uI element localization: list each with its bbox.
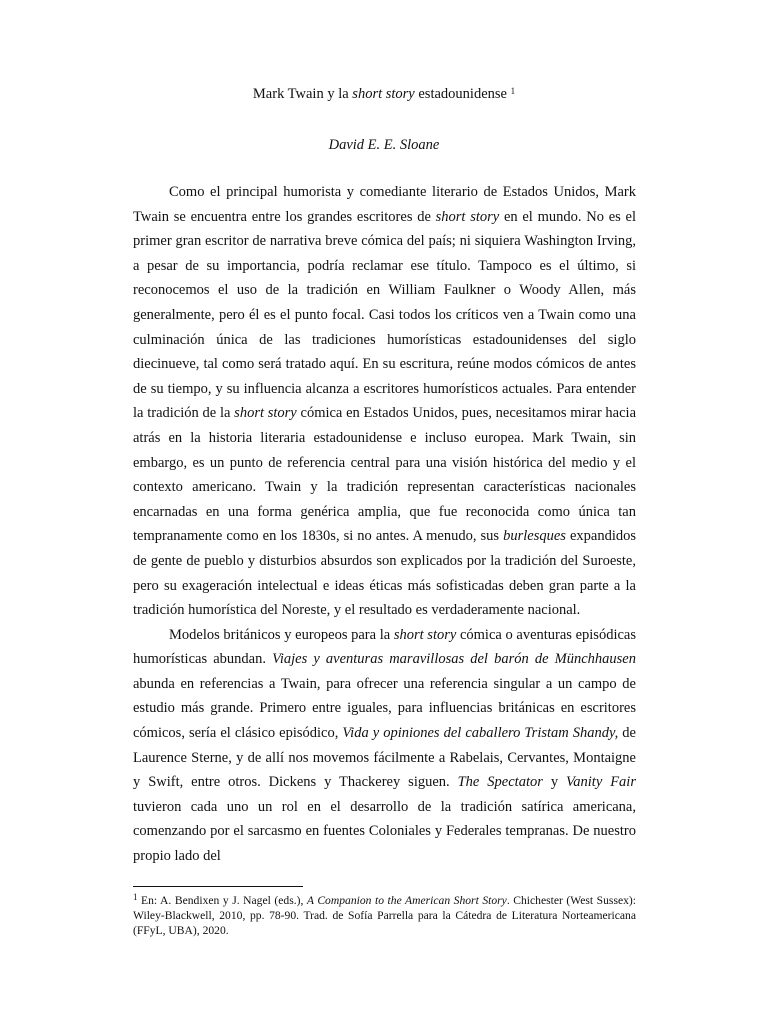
footnote-italic-title: A Companion to the American Short Story — [306, 894, 507, 907]
text-segment: cómica o aventuras episódicas humorísticas abundan. — [133, 626, 636, 668]
italic-segment: short story — [435, 208, 500, 225]
text-segment: y — [542, 774, 567, 791]
italic-segment: Vanity Fair — [566, 774, 636, 791]
article-title — [0, 85, 768, 103]
text-segment: tuvieron cada uno un rol en el desarrollo de la tradición satírica americana, comenzando por el sarcasmo en fuentes Coloniales y Federales tempranas. De nuestro propio lado del — [133, 798, 636, 865]
title-text-italic: short story — [352, 86, 415, 102]
footnote-text: En: A. Bendixen y J. Nagel (eds.), — [137, 894, 307, 907]
text-segment: expandidos de gente de pueblo y disturbios absurdos son explicados por la tradición del Suroeste, pero su exageración intelectual e ideas éticas más sofisticadas deben gran parte a la tradición humorística del Noreste, y el resultado es verdaderamente nacional. — [133, 528, 637, 619]
footnote-text: . Chichester (West Sussex): Wiley-Blackwell, 2010, pp. 78-90. Trad. de Sofía Parrella para la Cátedra de Literatura Norteamericana (FFyL, UBA), 2020. — [133, 894, 636, 937]
paragraph-2 — [133, 623, 636, 869]
italic-segment: Vida y opiniones del caballero Tristam Shandy, — [342, 725, 619, 742]
title-text-before: Mark Twain y la — [252, 86, 353, 102]
title-text-after: estadounidense — [414, 86, 511, 102]
text-segment: abunda en referencias a Twain, para ofrecer una referencia singular a un campo de estudio más grande. Primero entre iguales, para influencias británicas en escritores cómicos, sería el clásico episódico, — [133, 675, 636, 742]
footnote-divider — [133, 886, 303, 887]
footnote-marker: 1 — [133, 892, 138, 902]
title-footnote-marker: 1 — [510, 86, 516, 96]
italic-segment: short story — [234, 405, 297, 422]
text-segment: en el mundo. No es el primer gran escritor de narrativa breve cómica del país; ni siquiera Washington Irving, a pesar de su importancia, podría reclamar ese título. Tampoco es el último, si reconocemos el uso de la tradición en William Faulkner o Woody Allen, más generalmente, pero él es el punto focal. Casi todos los críticos ven a Twain como una culminación única de las tradiciones humorísticas estadounidenses del siglo diecinueve, tal como será tratado aquí. En su escritura, reúne modos cómicos de antes de su tiempo, y su influencia alcanza a escritores humorísticos actuales. Para entender la tradición de la — [133, 208, 636, 422]
italic-segment: The Spectator — [457, 774, 543, 791]
italic-segment: Viajes y aventuras maravillosas del barón de Münchhausen — [272, 651, 636, 668]
text-segment: Como el principal humorista y comediante literario de Estados Unidos, Mark Twain se encuentra entre los grandes escritores de — [133, 184, 636, 225]
paragraph-1 — [133, 180, 636, 623]
italic-segment: short story — [393, 626, 457, 643]
body-text — [133, 180, 636, 869]
italic-segment: burlesques — [503, 528, 566, 545]
text-segment: cómica en Estados Unidos, pues, necesitamos mirar hacia atrás en la historia literaria estadounidense e incluso europea. Mark Twain, sin embargo, es un punto de referencia central para una visión histórica del medio y el contexto americano. Twain y la tradición representan características nacionales encarnadas en una forma genérica amplia, que fue reconocida como única tan tempranamente como en los 1830s, si no antes. A menudo, sus — [133, 405, 636, 545]
text-segment: de Laurence Sterne, y de allí nos movemos fácilmente a Rabelais, Cervantes, Montaigne y Swift, entre otros. Dickens y Thackerey siguen. — [133, 725, 636, 791]
author-name: David E. E. Sloane — [328, 137, 440, 153]
footnote — [133, 893, 636, 938]
text-segment: Modelos británicos y europeos para la — [169, 626, 394, 643]
